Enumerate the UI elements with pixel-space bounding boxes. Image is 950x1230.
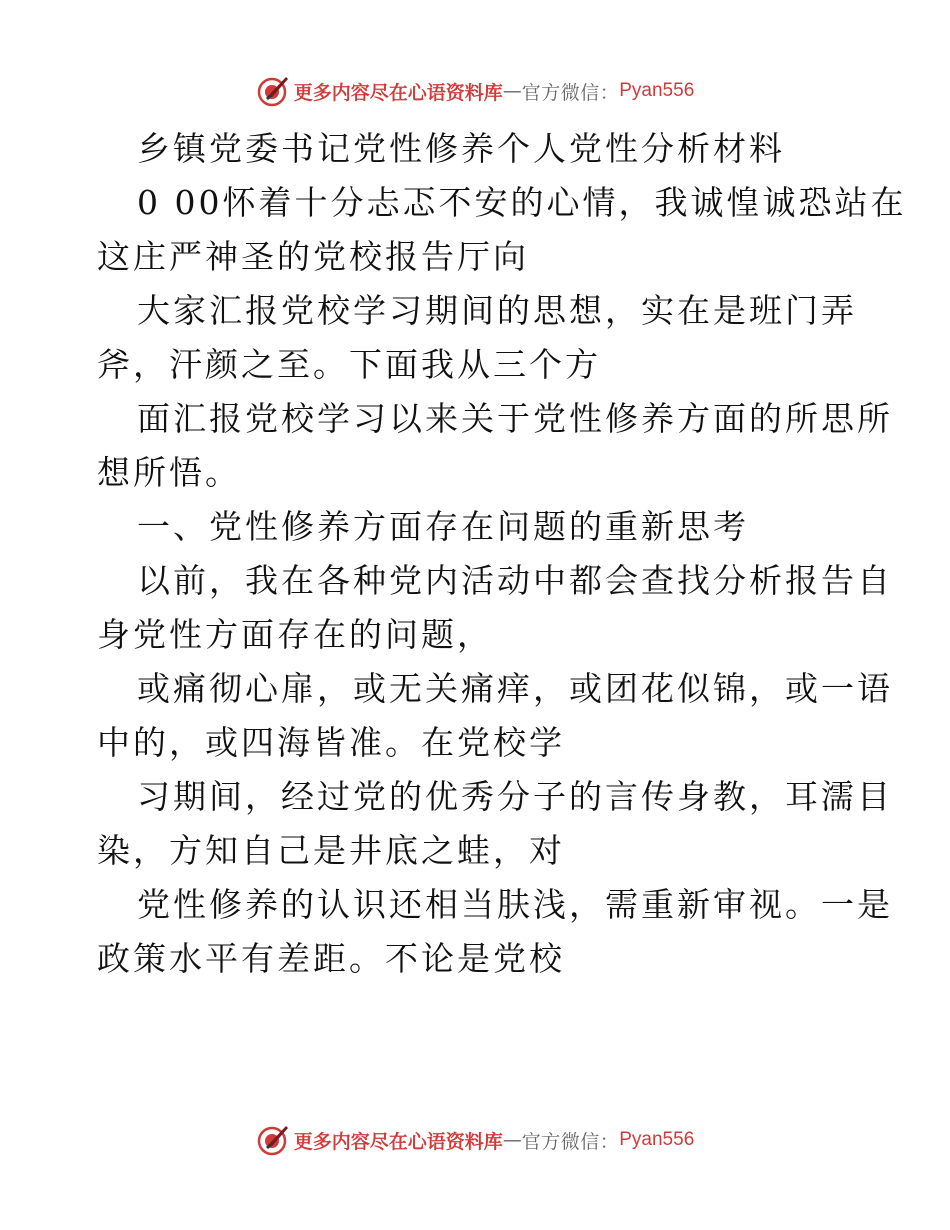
text-line: 中的，或四海皆准。在党校学 (97, 723, 565, 762)
text-line: 面汇报党校学习以来关于党性修养方面的所思所 (137, 399, 893, 438)
contact-label: 官方微信： (521, 81, 620, 104)
contact-id: Pyan556 (619, 80, 695, 101)
banner-separator: — (502, 80, 522, 102)
text-line: 习期间，经过党的优秀分子的言传身教，耳濡目 (137, 777, 893, 816)
text-line: 0 00怀着十分忐忑不安的心情，我诚惶诚恐站在 (137, 183, 907, 222)
text-line: 身党性方面存在的问题， (97, 615, 493, 654)
brand-name: 更多内容尽在心语资料库 (293, 81, 503, 104)
section-heading: 一、党性修养方面存在问题的重新思考 (137, 507, 749, 546)
banner-separator: — (502, 1129, 522, 1151)
document-title: 乡镇党委书记党性修养个人党性分析材料 (137, 129, 785, 168)
text-line: 党性修养的认识还相当肤浅，需重新审视。一是 (137, 885, 893, 924)
text-line: 斧，汗颜之至。下面我从三个方 (97, 345, 601, 384)
footer-banner (0, 1120, 950, 1160)
quill-pen-logo-icon (256, 74, 290, 108)
text-line: 政策水平有差距。不论是党校 (97, 939, 565, 978)
text-line: 以前，我在各种党内活动中都会查找分析报告自 (137, 561, 893, 600)
text-line: 想所悟。 (97, 453, 241, 492)
text-line: 这庄严神圣的党校报告厅向 (97, 237, 529, 276)
text-line: 大家汇报党校学习期间的思想，实在是班门弄 (137, 291, 857, 330)
header-banner (0, 71, 950, 111)
document-body (97, 122, 907, 986)
text-line: 或痛彻心扉，或无关痛痒，或团花似锦，或一语 (137, 669, 893, 708)
contact-id: Pyan556 (619, 1129, 695, 1150)
contact-label: 官方微信： (521, 1130, 620, 1153)
brand-name: 更多内容尽在心语资料库 (293, 1130, 503, 1153)
text-line: 染，方知自己是井底之蛙，对 (97, 831, 565, 870)
quill-pen-logo-icon (256, 1123, 290, 1157)
